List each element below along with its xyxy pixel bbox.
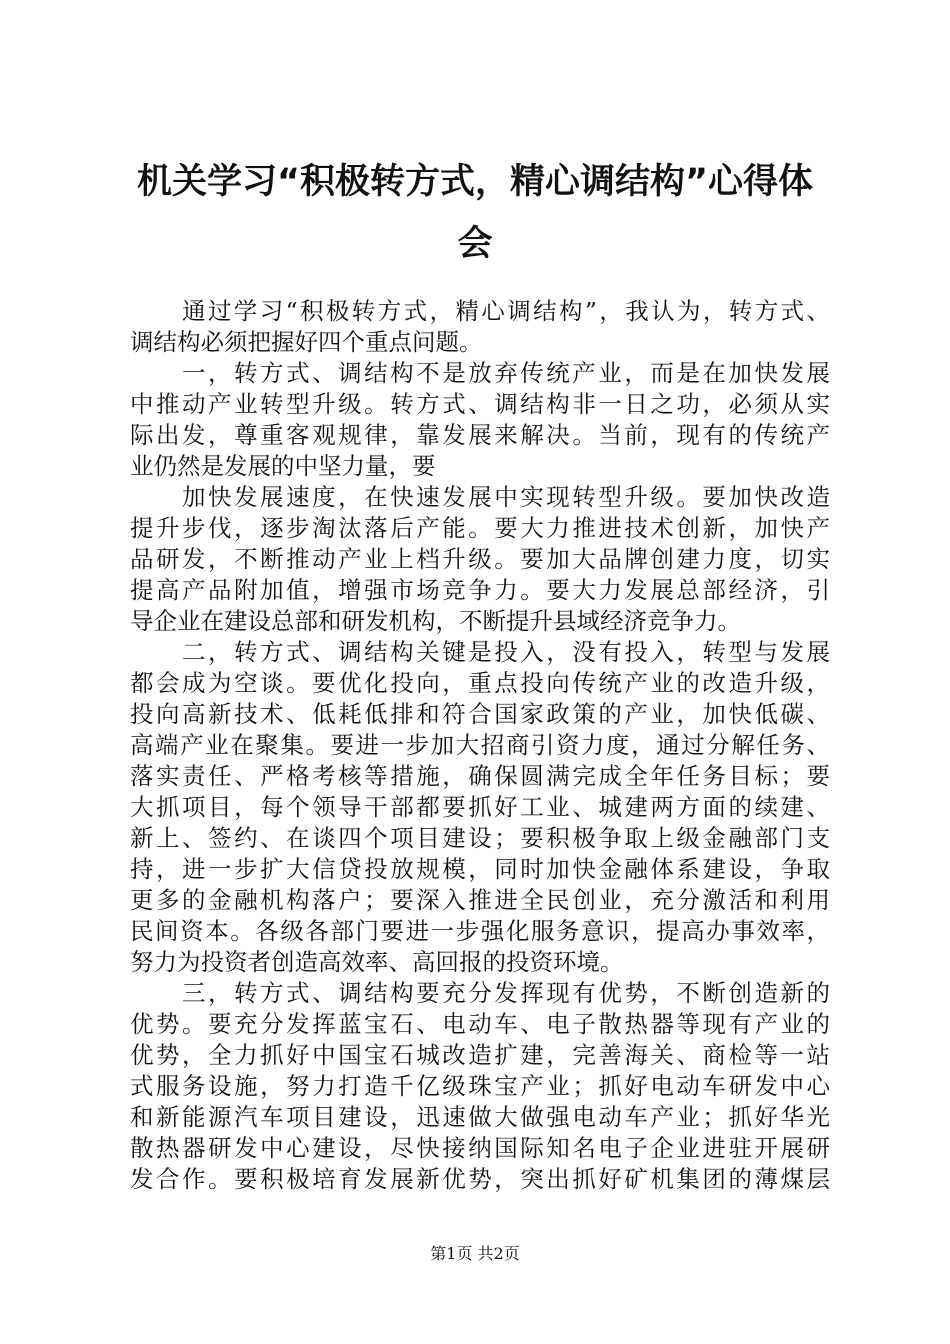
text-line: 投向高新技术、低耗低排和符合国家政策的产业，加快低碳、: [130, 700, 830, 728]
text-line: 通过学习“积极转方式，精心调结构”，我认为，转方式、: [182, 297, 830, 325]
document-body: [130, 296, 830, 1195]
text-line: 中推动产业转型升级。转方式、调结构非一日之功，必须从实: [130, 390, 830, 418]
text-line: 民间资本。各级各部门要进一步强化服务意识，提高办事效率，: [130, 917, 830, 945]
text-line: 优势，全力抓好中国宝石城改造扩建，完善海关、商检等一站: [130, 1041, 830, 1069]
text-line: 三，转方式、调结构要充分发挥现有优势，不断创造新的: [182, 979, 830, 1007]
text-line: 品研发，不断推动产业上档升级。要加大品牌创建力度，切实: [130, 545, 830, 573]
text-line: 持，进一步扩大信贷投放规模，同时加快金融体系建设，争取: [130, 855, 830, 883]
text-line: 加快发展速度，在快速发展中实现转型升级。要加快改造: [182, 483, 830, 511]
text-line: 二，转方式、调结构关键是投入，没有投入，转型与发展: [182, 638, 830, 666]
text-line: 散热器研发中心建设，尽快接纳国际知名电子企业进驻开展研: [130, 1134, 830, 1162]
document-title-continued: 会: [457, 224, 493, 264]
text-line: 大抓项目，每个领导干部都要抓好工业、城建两方面的续建、: [130, 793, 830, 821]
text-line: 际出发，尊重客观规律，靠发展来解决。当前，现有的传统产: [130, 421, 830, 449]
text-line: 提高产品附加值，增强市场竞争力。要大力发展总部经济，引: [130, 576, 830, 604]
text-line: 业仍然是发展的中坚力量，要: [130, 452, 436, 480]
text-line: 更多的金融机构落户；要深入推进全民创业，充分激活和利用: [130, 886, 830, 914]
text-line: 和新能源汽车项目建设，迅速做大做强电动车产业；抓好华光: [130, 1103, 830, 1131]
document-title: 机关学习“积极转方式，精心调结构”心得体: [136, 162, 813, 202]
text-line: 导企业在建设总部和研发机构，不断提升县域经济竞争力。: [130, 607, 741, 635]
page-number: 第1页 共2页: [430, 1244, 520, 1263]
text-line: 式服务设施，努力打造千亿级珠宝产业；抓好电动车研发中心: [130, 1072, 830, 1100]
text-line: 努力为投资者创造高效率、高回报的投资环境。: [130, 948, 624, 976]
text-line: 都会成为空谈。要优化投向，重点投向传统产业的改造升级，: [130, 669, 830, 697]
text-line: 发合作。要积极培育发展新优势，突出抓好矿机集团的薄煤层: [130, 1165, 830, 1193]
text-line: 落实责任、严格考核等措施，确保圆满完成全年任务目标；要: [130, 762, 830, 790]
text-line: 新上、签约、在谈四个项目建设；要积极争取上级金融部门支: [130, 824, 830, 852]
text-line: 调结构必须把握好四个重点问题。: [130, 328, 483, 356]
text-line: 高端产业在聚集。要进一步加大招商引资力度，通过分解任务、: [130, 731, 830, 759]
text-line: 优势。要充分发挥蓝宝石、电动车、电子散热器等现有产业的: [130, 1010, 830, 1038]
text-line: 一，转方式、调结构不是放弃传统产业，而是在加快发展: [182, 359, 830, 387]
text-line: 提升步伐，逐步淘汰落后产能。要大力推进技术创新，加快产: [130, 514, 830, 542]
